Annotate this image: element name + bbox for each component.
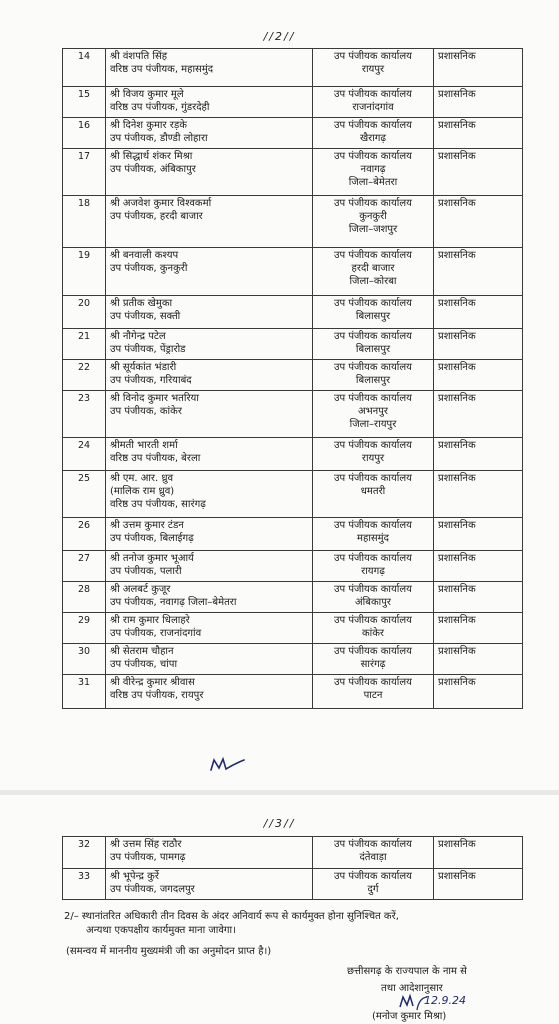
office-line: उप पंजीयक कार्यालय <box>334 584 412 595</box>
transfer-type: प्रशासनिक <box>434 360 523 391</box>
serial-number: 17 <box>63 149 106 196</box>
office-line: जिला–कोरबा <box>349 276 397 287</box>
office-line: अंबिकापुर <box>355 597 391 608</box>
transfer-type: प्रशासनिक <box>434 837 523 869</box>
serial-number: 27 <box>63 551 106 582</box>
officer-name: श्री वंशपति सिंह <box>110 51 168 62</box>
serial-number: 29 <box>63 613 106 644</box>
serial-number: 26 <box>63 518 106 551</box>
posted-office-cell <box>313 551 434 582</box>
officer-detail: उप पंजीयक, नवागढ़ जिला–बेमेतरा <box>110 597 237 608</box>
posted-office-cell <box>313 248 434 296</box>
officer-name-cell <box>106 551 313 582</box>
serial-number: 19 <box>63 248 106 296</box>
officer-detail: उप पंजीयक, जगदलपुर <box>110 884 195 895</box>
officer-name-cell <box>106 329 313 360</box>
table-row <box>63 196 523 248</box>
posted-office-cell <box>313 869 434 900</box>
serial-number: 18 <box>63 196 106 248</box>
posted-office-cell <box>313 518 434 551</box>
officer-detail: उप पंजीयक, गरियाबंद <box>110 375 192 386</box>
table-row <box>63 248 523 296</box>
table-row <box>63 869 523 900</box>
officer-detail: उप पंजीयक, पेंड्रारोड <box>110 344 186 355</box>
posted-office-cell <box>313 471 434 518</box>
officer-detail: (मालिक राम ध्रुव) <box>110 486 175 497</box>
officer-detail: वरिष्ठ उप पंजीयक, महासमुंद <box>110 64 214 75</box>
office-line: कुनकुरी <box>359 211 387 222</box>
office-line: रायगढ़ <box>361 566 385 577</box>
office-line: उप पंजीयक कार्यालय <box>334 839 412 850</box>
table-row <box>63 582 523 613</box>
office-line: बिलासपुर <box>355 344 391 355</box>
posted-office-cell <box>313 196 434 248</box>
office-line: उप पंजीयक कार्यालय <box>334 331 412 342</box>
officer-detail: वरिष्ठ उप पंजीयक, रायपुर <box>110 690 204 701</box>
office-line: उप पंजीयक कार्यालय <box>334 871 412 882</box>
officer-name: श्री तनोज कुमार भूआर्य <box>110 553 194 564</box>
officer-name: श्रीमती भारती शर्मा <box>110 440 178 451</box>
page-number: //2// <box>263 30 296 43</box>
serial-number: 33 <box>63 869 106 900</box>
office-line: दंतेवाड़ा <box>359 852 387 863</box>
officer-name-cell <box>106 149 313 196</box>
table-row <box>63 296 523 329</box>
table-row <box>63 360 523 391</box>
posted-office-cell <box>313 49 434 87</box>
officer-name-cell <box>106 837 313 869</box>
officer-name: श्री सूर्यकांत भंडारी <box>110 362 177 373</box>
transfer-type: प्रशासनिक <box>434 869 523 900</box>
signatory-name: (मनोज कुमार मिश्रा) <box>372 1011 447 1022</box>
posted-office-cell <box>313 582 434 613</box>
officer-name: श्री विजय कुमार मूले <box>110 89 184 100</box>
officer-name: श्री नौगेन्द्र पटेल <box>110 331 166 342</box>
table-row <box>63 149 523 196</box>
table-row <box>63 675 523 709</box>
table-row <box>63 391 523 438</box>
transfer-type: प्रशासनिक <box>434 613 523 644</box>
serial-number: 31 <box>63 675 106 709</box>
posted-office-cell <box>313 360 434 391</box>
office-line: राजनांदगांव <box>352 102 394 113</box>
officer-name-cell <box>106 644 313 675</box>
office-line: पाटन <box>363 690 383 701</box>
officer-name-cell <box>106 675 313 709</box>
table-row <box>63 518 523 551</box>
table-row <box>63 837 523 869</box>
office-line: नवागढ़ <box>360 164 386 175</box>
transfer-type: प्रशासनिक <box>434 118 523 149</box>
office-line: जिला–रायपुर <box>349 419 397 430</box>
officer-name-cell <box>106 438 313 471</box>
officer-name-cell <box>106 518 313 551</box>
office-line: उप पंजीयक कार्यालय <box>334 198 412 209</box>
officer-detail: उप पंजीयक, कांकेर <box>110 406 182 417</box>
officer-name-cell <box>106 869 313 900</box>
serial-number: 21 <box>63 329 106 360</box>
serial-number: 30 <box>63 644 106 675</box>
transfer-table-page-3 <box>62 836 523 900</box>
officer-name: श्री एम. आर. ध्रुव <box>110 473 174 484</box>
office-line: उप पंजीयक कार्यालय <box>334 250 412 261</box>
officer-detail: वरिष्ठ उप पंजीयक, बेरला <box>110 453 201 464</box>
transfer-type: प्रशासनिक <box>434 296 523 329</box>
officer-name-cell <box>106 582 313 613</box>
officer-name: श्री बनवाली कश्यप <box>110 250 179 261</box>
transfer-type: प्रशासनिक <box>434 518 523 551</box>
officer-name-cell <box>106 296 313 329</box>
posted-office-cell <box>313 837 434 869</box>
officer-detail: वरिष्ठ उप पंजीयक, सारंगढ़ <box>110 499 206 510</box>
office-line: उप पंजीयक कार्यालय <box>334 553 412 564</box>
signature-line-2: तथा आदेशानुसार <box>381 983 443 994</box>
office-line: धमतरी <box>360 486 386 497</box>
transfer-type: प्रशासनिक <box>434 471 523 518</box>
office-line: अभनपुर <box>358 406 388 417</box>
office-line: दुर्ग <box>367 884 379 895</box>
officer-name-cell <box>106 49 313 87</box>
posted-office-cell <box>313 613 434 644</box>
officer-name: श्री भूपेन्द्र कुर्रे <box>110 871 159 882</box>
office-line: उप पंजीयक कार्यालय <box>334 120 412 131</box>
officer-name: श्री वीरेन्द्र कुमार श्रीवास <box>110 677 195 688</box>
office-line: रायपुर <box>361 64 385 75</box>
note-approval: (समन्वय में माननीय मुख्यमंत्री जी का अनुमोदन प्राप्त है।) <box>66 946 272 957</box>
officer-name: श्री उत्तम कुमार टंडन <box>110 520 184 531</box>
officer-detail: उप पंजीयक, पलारी <box>110 566 182 577</box>
serial-number: 24 <box>63 438 106 471</box>
officer-name-cell <box>106 471 313 518</box>
officer-name-cell <box>106 118 313 149</box>
office-line: उप पंजीयक कार्यालय <box>334 473 412 484</box>
serial-number: 22 <box>63 360 106 391</box>
office-line: उप पंजीयक कार्यालय <box>334 440 412 451</box>
office-line: उप पंजीयक कार्यालय <box>334 520 412 531</box>
note-line-2: अन्यथा एकपक्षीय कार्यमुक्त माना जावेगा। <box>86 925 236 936</box>
officer-name: श्री विनोद कुमार भतरिया <box>110 393 199 404</box>
officer-name-cell <box>106 196 313 248</box>
officer-detail: उप पंजीयक, कुनकुरी <box>110 263 188 274</box>
table-row <box>63 644 523 675</box>
table-row <box>63 471 523 518</box>
posted-office-cell <box>313 675 434 709</box>
serial-number: 20 <box>63 296 106 329</box>
transfer-type: प्रशासनिक <box>434 675 523 709</box>
officer-name: श्री सेतराम चौहान <box>110 646 174 657</box>
officer-detail: उप पंजीयक, अंबिकापुर <box>110 164 196 175</box>
officer-detail: उप पंजीयक, पामगढ़ <box>110 852 186 863</box>
officer-name: श्री सिद्धार्थ शंकर मिश्रा <box>110 151 193 162</box>
transfer-type: प्रशासनिक <box>434 49 523 87</box>
officer-detail: उप पंजीयक, राजनांदगांव <box>110 628 202 639</box>
posted-office-cell <box>313 644 434 675</box>
office-line: बिलासपुर <box>355 311 391 322</box>
office-line: रायपुर <box>361 453 385 464</box>
table-row <box>63 438 523 471</box>
serial-number: 14 <box>63 49 106 87</box>
posted-office-cell <box>313 438 434 471</box>
transfer-type: प्रशासनिक <box>434 248 523 296</box>
serial-number: 16 <box>63 118 106 149</box>
office-line: हरदी बाजार <box>351 263 395 274</box>
posted-office-cell <box>313 87 434 118</box>
table-row <box>63 87 523 118</box>
initial-mark <box>208 754 248 774</box>
page-number: //3// <box>263 817 296 830</box>
transfer-type: प्रशासनिक <box>434 87 523 118</box>
officer-name-cell <box>106 391 313 438</box>
officer-detail: उप पंजीयक, डौण्डी लोहारा <box>110 133 208 144</box>
transfer-type: प्रशासनिक <box>434 582 523 613</box>
officer-detail: उप पंजीयक, सक्ती <box>110 311 181 322</box>
officer-name: श्री अलबर्ट कुजूर <box>110 584 171 595</box>
transfer-type: प्रशासनिक <box>434 196 523 248</box>
note-line-1: 2/– स्थानांतरित अधिकारी तीन दिवस के अंदर अनिवार्य रूप से कार्यमुक्त होना सुनिश्चित करें, <box>64 911 399 922</box>
office-line: बिलासपुर <box>355 375 391 386</box>
serial-number: 25 <box>63 471 106 518</box>
table-row <box>63 329 523 360</box>
office-line: जिला–बेमेतरा <box>348 177 398 188</box>
office-line: उप पंजीयक कार्यालय <box>334 151 412 162</box>
transfer-table-page-2 <box>62 48 523 709</box>
officer-name-cell <box>106 248 313 296</box>
officer-name: श्री उत्तम सिंह राठौर <box>110 839 182 850</box>
posted-office-cell <box>313 149 434 196</box>
posted-office-cell <box>313 296 434 329</box>
officer-detail: उप पंजीयक, बिलाईगढ़ <box>110 533 194 544</box>
office-line: उप पंजीयक कार्यालय <box>334 362 412 373</box>
office-line: उप पंजीयक कार्यालय <box>334 298 412 309</box>
signature-date: 12.9.24 <box>424 994 466 1007</box>
transfer-type: प्रशासनिक <box>434 438 523 471</box>
office-line: खैरागढ़ <box>359 133 387 144</box>
transfer-type: प्रशासनिक <box>434 551 523 582</box>
office-line: उप पंजीयक कार्यालय <box>334 89 412 100</box>
serial-number: 32 <box>63 837 106 869</box>
transfer-type: प्रशासनिक <box>434 149 523 196</box>
officer-detail: उप पंजीयक, चांपा <box>110 659 178 670</box>
serial-number: 15 <box>63 87 106 118</box>
officer-name: श्री दिनेश कुमार रड़के <box>110 120 187 131</box>
officer-name: श्री प्रतीक खेमुका <box>110 298 173 309</box>
serial-number: 28 <box>63 582 106 613</box>
officer-name-cell <box>106 613 313 644</box>
office-line: उप पंजीयक कार्यालय <box>334 393 412 404</box>
signature-line-1: छत्तीसगढ़ के राज्यपाल के नाम से <box>347 966 467 977</box>
table-row <box>63 118 523 149</box>
posted-office-cell <box>313 118 434 149</box>
office-line: उप पंजीयक कार्यालय <box>334 51 412 62</box>
office-line: कांकेर <box>361 628 385 639</box>
office-line: उप पंजीयक कार्यालय <box>334 646 412 657</box>
office-line: उप पंजीयक कार्यालय <box>334 615 412 626</box>
officer-name-cell <box>106 360 313 391</box>
officer-name-cell <box>106 87 313 118</box>
office-line: महासमुंद <box>357 533 389 544</box>
officer-name: श्री अजवेश कुमार विश्वकर्मा <box>110 198 212 209</box>
office-line: सारंगढ़ <box>360 659 386 670</box>
document-page-3 <box>0 795 559 1024</box>
office-line: जिला–जशपुर <box>348 224 398 235</box>
table-row <box>63 551 523 582</box>
transfer-type: प्रशासनिक <box>434 329 523 360</box>
table-row <box>63 49 523 87</box>
officer-name: श्री राम कुमार धिलाहरे <box>110 615 190 626</box>
posted-office-cell <box>313 391 434 438</box>
office-line: उप पंजीयक कार्यालय <box>334 677 412 688</box>
table-row <box>63 613 523 644</box>
officer-detail: उप पंजीयक, हरदी बाजार <box>110 211 203 222</box>
serial-number: 23 <box>63 391 106 438</box>
transfer-type: प्रशासनिक <box>434 391 523 438</box>
officer-detail: वरिष्ठ उप पंजीयक, गुंडरदेही <box>110 102 210 113</box>
transfer-type: प्रशासनिक <box>434 644 523 675</box>
posted-office-cell <box>313 329 434 360</box>
